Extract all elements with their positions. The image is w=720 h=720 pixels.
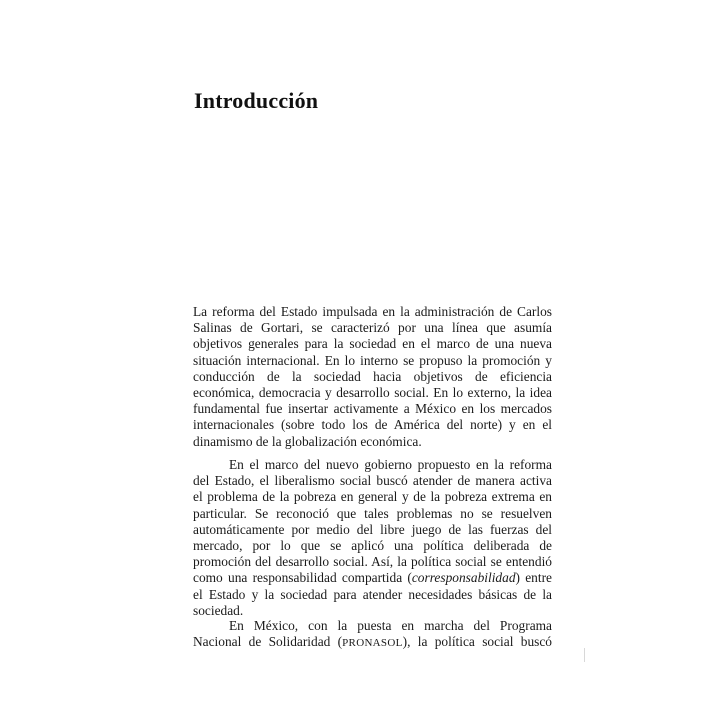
text-line: dinamismo de la globalización económica. <box>193 433 422 449</box>
text-line: mercado, por lo que se aplicó una política deliberada de <box>193 537 552 553</box>
text-line: En el marco del nuevo gobierno propuesto en la reforma <box>229 457 552 472</box>
paragraph-3 <box>193 618 552 650</box>
text-line: particular. Se reconoció que tales problemas no se resuelven <box>193 505 552 521</box>
text-line <box>193 634 552 650</box>
text-line: objetivos generales para la sociedad en el marco de una nueva <box>193 336 552 352</box>
text-line: internacionales (sobre todo los de América del norte) y en el <box>193 417 552 433</box>
text-line: del Estado, el liberalismo social buscó atender de manera activa <box>193 473 552 489</box>
text-fragment: Nacional de Solidaridad ( <box>193 634 343 650</box>
text-line: La reforma del Estado impulsada en la administración de Carlos <box>193 304 552 319</box>
text-line <box>193 570 552 586</box>
italic-term: corresponsabilidad <box>411 570 516 586</box>
text-fragment: ) entre <box>515 570 552 586</box>
text-line: En México, con la puesta en marcha del Programa <box>229 618 552 633</box>
text-line: conducción de la sociedad hacia objetivos de eficiencia <box>193 368 552 384</box>
paragraph-1 <box>193 304 552 450</box>
acronym: PRONASOL <box>342 637 403 650</box>
text-line: automáticamente por medio del libre juego de las fuerzas del <box>193 521 552 537</box>
text-line: sociedad. <box>193 602 244 618</box>
page-title: Introducción <box>194 88 319 113</box>
text-line: el problema de la pobreza en general y de la pobreza extrema en <box>193 489 552 505</box>
text-line: situación internacional. En lo interno se propuso la promoción y <box>193 352 552 368</box>
scan-artifact <box>584 648 585 662</box>
text-line: Salinas de Gortari, se caracterizó por una línea que asumía <box>193 320 552 336</box>
paragraph-2 <box>193 457 552 619</box>
text-line: el Estado y la sociedad para atender necesidades básicas de la <box>193 586 552 602</box>
text-fragment: como una responsabilidad compartida ( <box>193 570 412 586</box>
text-line: fundamental fue insertar activamente a México en los mercados <box>193 401 552 417</box>
text-fragment: ), la política social buscó <box>402 634 552 650</box>
text-line: económica, democracia y desarrollo social. En lo externo, la idea <box>193 384 552 400</box>
text-line: promoción del desarrollo social. Así, la política social se entendió <box>193 554 552 570</box>
